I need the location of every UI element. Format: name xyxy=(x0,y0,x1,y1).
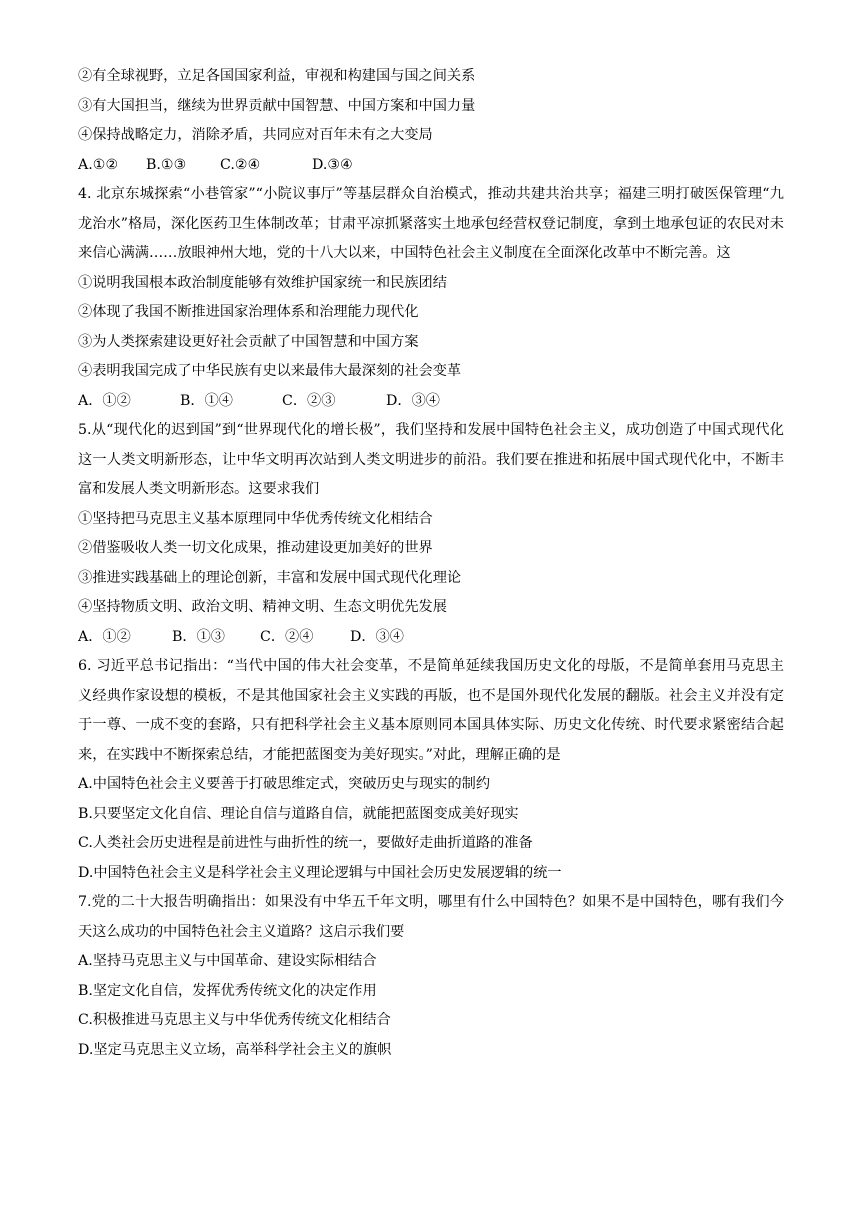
q3-option-a[interactable]: A.①② xyxy=(78,156,119,173)
q4-option-b[interactable]: B．①④ xyxy=(180,392,233,409)
q6-choice-b[interactable]: B.只要坚定文化自信、理论自信与道路自信，就能把蓝图变成美好现实 xyxy=(78,805,519,822)
q5-item-2: ②借鉴吸收人类一切文化成果，推动建设更加美好的世界 xyxy=(78,540,433,556)
q5-option-b[interactable]: B．①③ xyxy=(172,628,225,645)
q7-choice-c[interactable]: C.积极推进马克思主义与中华优秀传统文化相结合 xyxy=(78,1012,391,1028)
q3-item-2: ②有全球视野，立足各国国家利益，审视和构建国与国之间关系 xyxy=(78,68,476,84)
q4-item-4: ④表明我国完成了中华民族有史以来最伟大最深刻的社会变革 xyxy=(78,363,462,379)
q5-option-d[interactable]: D．③④ xyxy=(350,628,404,645)
question-6 xyxy=(78,652,784,888)
q4-options xyxy=(78,387,784,417)
q5-stem: 5.从“现代化的迟到国”到“世界现代化的增长极”，我们坚持和发展中国特色社会主义，成功创造了中国式现代化这一人类文明新形态，让中华文明再次站到人类文明进步的前沿。我们要在推进和拓展中国式现代化中，不断丰富和发展人类文明新形态。这要求我们 xyxy=(78,422,784,497)
q5-item-3: ③推进实践基础上的理论创新，丰富和发展中国式现代化理论 xyxy=(78,569,462,586)
question-7 xyxy=(78,888,784,1065)
q4-item-2: ②体现了我国不断推进国家治理体系和治理能力现代化 xyxy=(78,304,419,320)
q4-option-c[interactable]: C．②③ xyxy=(282,392,336,409)
q7-stem: 7.党的二十大报告明确指出：如果没有中华五千年文明，哪里有什么中国特色？如果不是中国特色，哪有我们今天这么成功的中国特色社会主义道路？这启示我们要 xyxy=(78,894,784,940)
q4-option-a[interactable]: A．①② xyxy=(78,392,131,409)
q6-choice-d[interactable]: D.中国特色社会主义是科学社会主义理论逻辑与中国社会历史发展逻辑的统一 xyxy=(78,864,562,881)
question-4 xyxy=(78,180,784,416)
question-5 xyxy=(78,416,784,652)
q3-option-d[interactable]: D.③④ xyxy=(312,156,353,173)
q5-option-a[interactable]: A．①② xyxy=(78,628,131,645)
q5-options xyxy=(78,623,784,653)
q6-choice-c[interactable]: C.人类社会历史进程是前进性与曲折性的统一，要做好走曲折道路的准备 xyxy=(78,835,533,851)
q3-option-b[interactable]: B.①③ xyxy=(146,156,187,173)
q6-choice-a[interactable]: A.中国特色社会主义要善于打破思维定式，突破历史与现实的制约 xyxy=(78,776,491,792)
q4-option-d[interactable]: D．③④ xyxy=(386,392,440,409)
q4-item-1: ①说明我国根本政治制度能够有效维护国家统一和民族团结 xyxy=(78,274,447,291)
q3-option-c[interactable]: C.②④ xyxy=(220,156,261,173)
q7-choice-d[interactable]: D.坚定马克思主义立场，高举科学社会主义的旗帜 xyxy=(78,1041,392,1058)
q4-item-3: ③为人类探索建设更好社会贡献了中国智慧和中国方案 xyxy=(78,333,419,350)
q5-option-c[interactable]: C．②④ xyxy=(260,628,314,645)
q5-item-4: ④坚持物质文明、政治文明、精神文明、生态文明优先发展 xyxy=(78,599,447,615)
q3-item-4: ④保持战略定力，消除矛盾，共同应对百年未有之大变局 xyxy=(78,127,433,143)
q3-item-3: ③有大国担当，继续为世界贡献中国智慧、中国方案和中国力量 xyxy=(78,97,476,114)
question-3-tail xyxy=(78,62,784,180)
q3-options xyxy=(78,151,784,181)
q6-stem: 6. 习近平总书记指出：“当代中国的伟大社会变革，不是简单延续我国历史文化的母版，不是简单套用马克思主义经典作家设想的模板，不是其他国家社会主义实践的再版，也不是国外现代化发展的翻版。社会主义并没有定于一尊、一成不变的套路，只有把科学社会主义基本原则同本国具体实际、历史文化传统、时代要求紧密结合起来，在实践中不断探索总结，才能把蓝图变为美好现实。”对此，理解正确的是 xyxy=(78,658,784,763)
q5-item-1: ①坚持把马克思主义基本原理同中华优秀传统文化相结合 xyxy=(78,510,433,527)
q7-choice-b[interactable]: B.坚定文化自信，发挥优秀传统文化的决定作用 xyxy=(78,982,377,999)
q4-stem: 4. 北京东城探索“小巷管家”“小院议事厅”等基层群众自治模式，推动共建共治共享；福建三明打破医保管理“九龙治水”格局，深化医药卫生体制改革；甘肃平凉抓紧落实土地承包经营权登记制度，拿到土地承包证的农民对未来信心满满……放眼神州大地，党的十八大以来，中国特色社会主义制度在全面深化改革中不断完善。这 xyxy=(78,186,784,261)
q7-choice-a[interactable]: A.坚持马克思主义与中国革命、建设实际相结合 xyxy=(78,953,377,969)
exam-page xyxy=(78,62,784,1065)
